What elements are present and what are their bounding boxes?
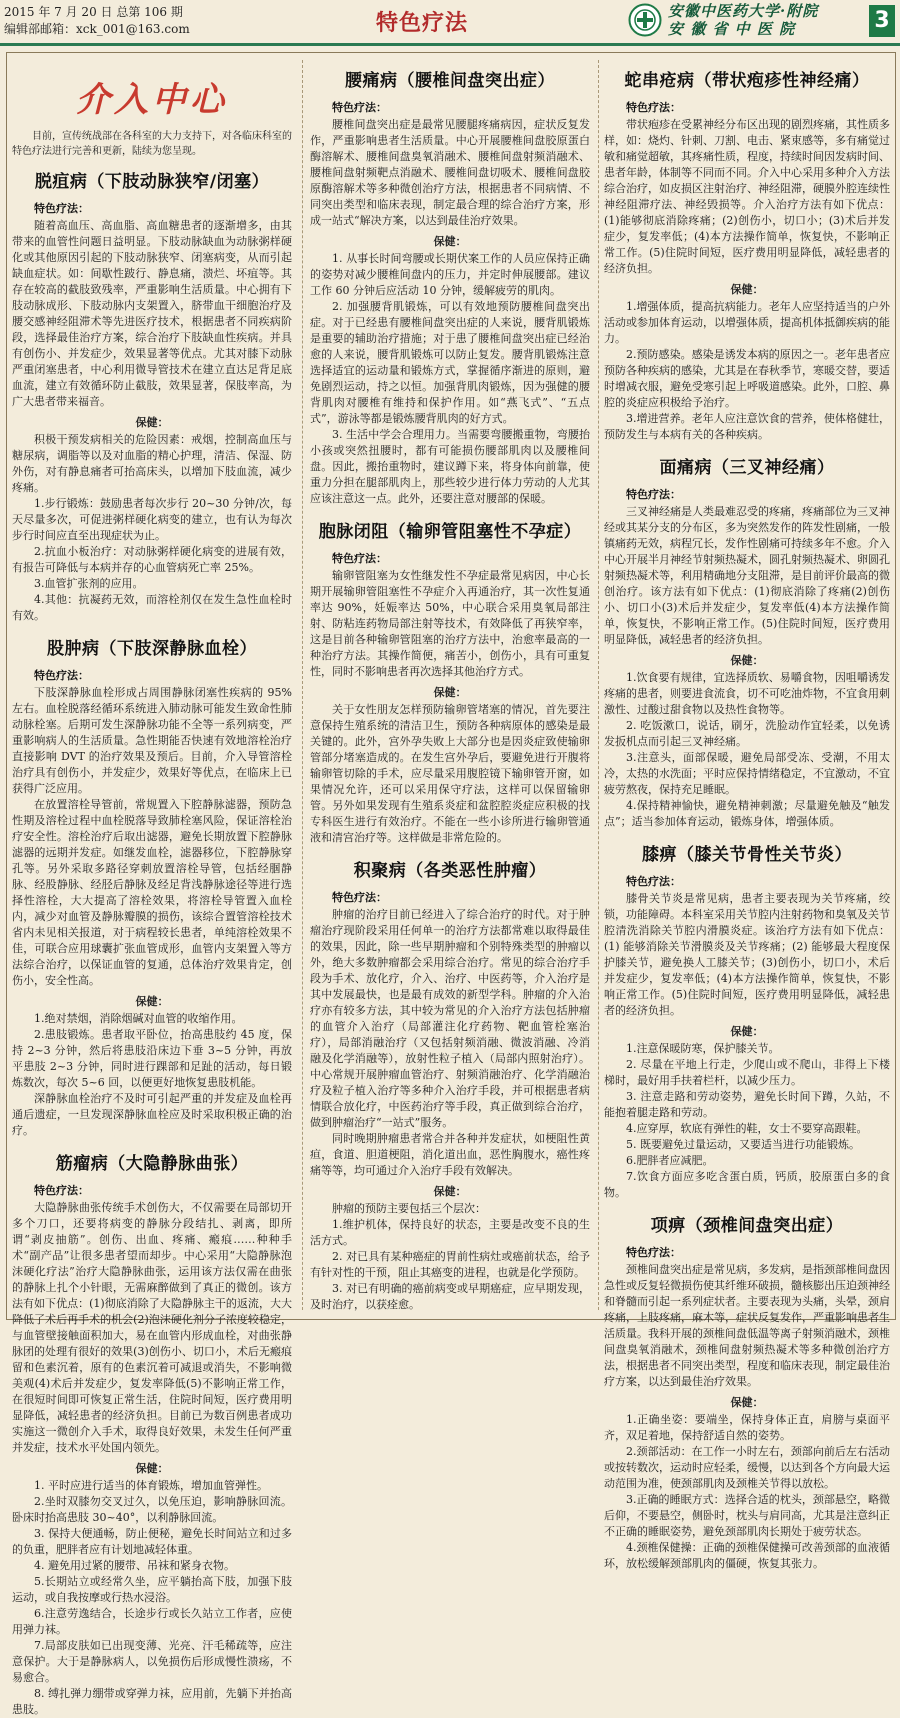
issue-info xyxy=(4,4,190,38)
care-item: 5.长期站立或经常久坐，应平躺抬高下肢，加强下肢运动，或自我按摩或行热水浸浴。 xyxy=(12,1575,292,1604)
therapy-label: 特色疗法： xyxy=(34,1184,89,1197)
column-right-articles xyxy=(604,66,890,1572)
article-title: 胞脉闭阻（输卵管阻塞性不孕症） xyxy=(318,522,582,542)
care-item: 3. 对已有明确的癌前病变或早期癌症，应早期发现，及时治疗，以获痊愈。 xyxy=(310,1282,590,1311)
page-number: 3 xyxy=(869,5,895,37)
article-paragraph: 三叉神经痛是人类最难忍受的疼痛，疼痛部位为三叉神经或其某分支的分布区，多为突然发作的阵发性剧痛，一般镇痛药无效，病程冗长，发作性剧痛可持续多年不愈。介入中心开展半月神经节射频热凝术，圆孔射频热凝术、卵圆孔射频热凝术等，利用精确地分支阻滞，是目前评价最高的微创治疗。该方法有如下优点：(1)彻底消除了疼痛(2)创伤小、切口小(3)术后并发症少，复发率低(4)本方法操作简单，恢复快，不影响正常工作。(5)住院时间短，医疗费用明显降低，减轻患者的经济负担。 xyxy=(604,505,890,646)
care-item: 5. 既要避免过量运动，又要适当进行功能锻炼。 xyxy=(626,1138,860,1151)
header-rule xyxy=(0,43,900,46)
care-item: 1.步行锻炼：鼓励患者每次步行 20~30 分钟/次，每天尽量多次，可促进粥样硬化病变的建立，也有认为每次步行时间应直至出现症状为止。 xyxy=(12,497,292,542)
care-item: 3. 注意走路和劳动姿势，避免长时间下蹲，久站，不能抱着腿走路和劳动。 xyxy=(604,1090,890,1119)
care-item: 7.局部皮肤如已出现变薄、光亮、汗毛稀疏等，应注意保护。大于是静脉病人，以免损伤后形成慢性溃疡，不易愈合。 xyxy=(12,1639,292,1684)
article xyxy=(12,1149,292,1718)
hospital-logo-icon xyxy=(628,3,662,37)
article-title: 腰痛病（腰椎间盘突出症） xyxy=(345,71,555,91)
article-title: 积聚病（各类恶性肿瘤） xyxy=(353,861,547,881)
article xyxy=(310,856,590,1313)
care-item: 4. 避免用过紧的腰带、吊袜和紧身衣物。 xyxy=(34,1559,235,1572)
care-item: 3.正确的睡眠方式：选择合适的枕头，颈部悬空，略微后仰，不要悬空，侧卧时，枕头与肩同高，尤其是注意纠正不正确的睡眠姿势，避免颈部肌肉长期处于疲劳状态。 xyxy=(604,1493,890,1538)
care-item: 深静脉血栓治疗不及时可引起严重的并发症及血栓再通后遗症，一旦发现深静脉血栓应及时采取积极正确的治疗。 xyxy=(12,1092,292,1137)
article-title: 筋瘤病（大隐静脉曲张） xyxy=(55,1154,249,1174)
institution-line1: 安徽中医药大学·附院 xyxy=(668,2,819,20)
care-item: 3.增进营养。老年人应注意饮食的营养，使体格健壮，预防发生与本病有关的各种疾病。 xyxy=(604,412,890,441)
article-paragraph: 肿瘤的治疗目前已经进入了综合治疗的时代。对于肿瘤治疗现阶段采用任何单一的治疗方法都常难以取得最佳的效果，因此，除一些早期肿瘤和个别特殊类型的肿瘤以外，绝大多数肿瘤都会采用综合治疗。常见的综合治疗手段为手术、放化疗，介入、治疗、中医药等，介入治疗是其中发展最快，也是最有成效的新型学科。肿瘤的介入治疗亦有较多方法，其中较为常见的介入治疗方法包括肿瘤的血管介入治疗（局部灌注化疗药物、靶血管栓塞治疗），局部消融治疗（又包括射频消融、微波消融、冷消融及化学消融等），放射性粒子植入（局部内照射治疗）。中心常规开展肿瘤血管治疗、射频消融治疗、化学消融治疗及粒子植入治疗等多种介入治疗手段，并可根据患者病情联合放化疗，中医药治疗等手段，真正做到综合治疗，做到肿瘤治疗“一站式”服务。 xyxy=(310,908,590,1129)
therapy-label: 特色疗法： xyxy=(626,488,681,501)
care-label: 保健： xyxy=(135,995,169,1008)
article-paragraph: 同时晚期肿瘤患者常合并各种并发症状，如梗阻性黄疸，食道、胆道梗阻，消化道出血，恶性胸腹水，癌性疼痛等等，均可通过介入治疗手段有效解决。 xyxy=(310,1132,590,1177)
article-paragraph: 在放置溶栓导管前，常规置入下腔静脉滤器，预防急性期及溶栓过程中血栓脱落导致肺栓塞风险，保证溶栓治疗安全性。溶栓治疗后取出滤器，避免长期放置下腔静脉滤器的远期并发症。如继发血栓，滤器移位，下腔静脉穿孔等。另外采取多路径穿刺放置溶栓导管，包括经腘静脉、经股静脉、经胫后静脉及经足背浅静脉途径等进行选择性溶栓，大大提高了溶栓效果，将溶栓导管置入血栓内，减少对血管及静脉瓣膜的损伤，该综合置管溶栓技术省内未见相关报道，对于病程较长患者，单纯溶栓效果不佳，可联合应用球囊扩张血管成形，血管内支架置入等方法综合治疗，以保证血管的复通，总体治疗效果肯定，创伤小，安全性高。 xyxy=(12,798,292,987)
article xyxy=(12,634,292,1139)
care-item: 2. 尽量在平地上行走，少爬山或不爬山，非得上下楼梯时，最好用手扶着栏杆，以减少压力。 xyxy=(604,1058,890,1087)
article-title: 脱疽病（下肢动脉狭窄/闭塞） xyxy=(34,172,270,192)
care-item: 2.预防感染。感染是诱发本病的原因之一。老年患者应预防各种疾病的感染，尤其是在春秋季节，寒暖交替，要适时增减衣服，避免受寒引起上呼吸道感染。此外，口腔、鼻腔的炎症应积极给予治疗。 xyxy=(604,348,890,409)
care-item: 1.增强体质，提高抗病能力。老年人应坚持适当的户外活动或参加体育运动，以增强体质，提高机体抵御疾病的能力。 xyxy=(604,300,890,345)
care-item: 1.注意保暖防寒，保护膝关节。 xyxy=(626,1042,780,1055)
column-left-articles xyxy=(12,167,292,1718)
column-right xyxy=(604,58,890,1570)
column-divider xyxy=(302,60,303,1310)
column-middle xyxy=(310,58,590,1313)
care-item: 2. 对已具有某种癌症的胃前性病灶或癌前状态，给予有针对性的干预，阻止其癌变的进程，也就是化学预防。 xyxy=(310,1250,590,1279)
article-title: 股肿病（下肢深静脉血栓） xyxy=(47,639,257,659)
therapy-label: 特色疗法： xyxy=(34,202,89,215)
article-paragraph: 腰椎间盘突出症是最常见腰腿疼痛病因，症状反复发作，严重影响患者生活质量。中心开展腰椎间盘胶原蛋白酶溶解术、腰椎间盘臭氧消融术、腰椎间盘射频消融术、腰椎间盘射频靶点消融术、腰椎间盘切吸术、腰椎间盘胶原酶溶解术等多种微创治疗方法，根据患者不同病情、不同突出类型和临床表现，制定最合理的综合治疗方案，形成一站式“解决方案，以达到最佳治疗效果。 xyxy=(310,118,590,227)
care-item: 2.抗血小板治疗：对动脉粥样硬化病变的进展有效，有报告可降低与本病并存的心血管病死亡率 25%。 xyxy=(12,545,292,574)
care-item: 4.保持精神愉快，避免精神刺激；尽量避免触及“触发点”；适当参加体育运动，锻炼身体，增强体质。 xyxy=(604,799,890,828)
care-item: 1. 平时应进行适当的体育锻炼，增加血管弹性。 xyxy=(34,1479,268,1492)
article-title: 面痛病（三叉神经痛） xyxy=(659,458,835,478)
care-label: 保健： xyxy=(730,654,764,667)
article xyxy=(12,167,292,624)
column-left xyxy=(12,58,292,1716)
care-label: 保健： xyxy=(730,1396,764,1409)
page-header xyxy=(0,0,900,44)
therapy-label: 特色疗法： xyxy=(332,891,387,904)
article-paragraph: 随着高血压、高血脂、高血糖患者的逐渐增多，由其带来的血管性问题日益明显。下肢动脉缺血为动脉粥样硬化或其他原因引起的下肢动脉狭窄、闭塞病变，从而引起缺血症状。如：间歇性跛行、静息痛，溃烂、坏疽等。其存在较高的截肢致残率，严重影响生活质量。中心拥有下肢动脉成形、下肢动脉内支架置入，脐带血干细胞治疗及腰交感神经阻滞术等先进医疗技术，根据患者不同疾病阶段，选择最佳治疗方案，综合治疗下肢缺血性疾病。并具有创伤小、并发症少，效果显著等优点。尤其对膝下动脉严重闭塞患者，中心利用微导管技术在建立直达足背足底血流，建立有效循环防止截肢，效果显著，保肢率高，为广大患者带来福音。 xyxy=(12,219,292,408)
care-item: 2. 吃饭漱口，说话，刷牙，洗脸动作宜轻柔，以免诱发扳机点而引起三叉神经痛。 xyxy=(604,719,890,748)
article-paragraph: 带状疱疹在受累神经分布区出现的剧烈疼痛，其性质多样，如：烧灼、针刺、刀割、电击、紧束感等，多有痛觉过敏和痛觉超敏，其疼痛性质，程度，持续时间因发病时间、患者年龄，体制等不同而不同。介入中心采用多种介入方法综合治疗，如皮损区注射治疗、神经阻滞，硬膜外腔连续性神经阻滞疗法、神经毁损等。介入治疗方法有如下优点：(1)能够彻底消除疼痛；(2)创伤小，切口小；(3)术后并发症少，复发率低；(4)本方法操作简单，恢复快，不影响正常工作。(5)住院时间短，医疗费用明显降低，减轻患者的经济负担。 xyxy=(604,118,890,275)
care-item: 3.血管扩张剂的应用。 xyxy=(34,577,144,590)
article-paragraph: 下肢深静脉血栓形成占周围静脉闭塞性疾病的 95%左右。血栓脱落经循环系统进入肺动脉可能发生致命性肺动脉栓塞。后期可发生深静脉功能不全等一系列病变，严重影响病人的生活质量。急性期能否快速有效地溶栓治疗直接影响 DVT 的治疗效果及预后。目前，介入导管溶栓治疗具有创伤小，并发症少，效果好等优点，在临床上已获得广泛应用。 xyxy=(12,686,292,795)
care-label: 保健： xyxy=(730,283,764,296)
care-item: 1. 从事长时间弯腰或长期伏案工作的人员应保持正确的姿势对减少腰椎间盘内的压力，并定时伸展腰部。建议工作 60 分钟后应活动 10 分钟，缓解疲劳的肌肉。 xyxy=(310,252,590,297)
care-item: 7.饮食方面应多吃含蛋白质，钙质，胶原蛋白多的食物。 xyxy=(604,1170,890,1199)
intro-box xyxy=(12,72,292,159)
therapy-label: 特色疗法： xyxy=(332,101,387,114)
article xyxy=(604,1211,890,1572)
care-label: 保健： xyxy=(433,1185,467,1198)
article xyxy=(604,66,890,443)
article-title: 膝痹（膝关节骨性关节炎） xyxy=(642,845,852,865)
care-item: 6.注意劳逸结合，长途步行或长久站立工作者，应使用弹力袜。 xyxy=(12,1607,292,1636)
care-label: 保健： xyxy=(135,1462,169,1475)
column-middle-articles xyxy=(310,66,590,1313)
article-paragraph: 膝骨关节炎是常见病，患者主要表现为关节疼痛，绞锁，功能障碍。本科室采用关节腔内注射药物和臭氧及关节腔清洗消除关节腔内滑膜炎症。该治疗方法有如下优点：(1) 能够消除关节滑膜炎及关节疼痛；(2) 能够最大程度保护膝关节，避免换人工膝关节；(3)创伤小，切口小，术后并发症少，复发率低；(4)本方法操作简单，恢复快，不影响正常工作。(5)住院时间短，医疗费用明显降低，减轻患者的经济负担。 xyxy=(604,892,890,1017)
care-label: 保健： xyxy=(135,416,169,429)
therapy-label: 特色疗法： xyxy=(34,669,89,682)
care-label: 保健： xyxy=(433,686,467,699)
care-item: 1.饮食要有规律，宜选择质软、易嚼食物，因咀嚼诱发疼痛的患者，则要进食流食，切不可吃油炸物，不宜食用刺激性、过酸过甜食物以及热性食物等。 xyxy=(604,671,890,716)
care-item: 4.颈椎保健操：正确的颈椎保健操可改善颈部的血液循环，放松缓解颈部肌肉的僵硬，恢复其张力。 xyxy=(604,1541,890,1570)
issue-date: 2015 年 7 月 20 日 总第 106 期 xyxy=(4,5,183,19)
care-item: 3.注意头，面部保暖，避免局部受冻、受潮，不用太冷，太热的水洗面；平时应保持情绪稳定，不宜激动，不宜疲劳熬夜，保持充足睡眠。 xyxy=(604,751,890,796)
therapy-label: 特色疗法： xyxy=(626,101,681,114)
therapy-label: 特色疗法： xyxy=(626,875,681,888)
care-item: 肿瘤的预防主要包括三个层次： xyxy=(332,1202,486,1215)
therapy-label: 特色疗法： xyxy=(626,1246,681,1259)
care-item: 6.肥胖者应减肥。 xyxy=(626,1154,714,1167)
intro-text: 目前，宣传统战部在各科室的大力支持下，对各临床科室的特色疗法进行完善和更新，陆续为您呈现。 xyxy=(12,131,292,157)
care-label: 保健： xyxy=(433,235,467,248)
institution-line2: 安 徽 省 中 医 院 xyxy=(668,20,796,38)
care-item: 8. 缚扎弹力绷带或穿弹力袜，应用前，先躺下并抬高患肢。 xyxy=(12,1687,292,1716)
article-title: 蛇串疮病（带状疱疹性神经痛） xyxy=(624,71,870,91)
institution-name xyxy=(668,2,818,38)
care-item: 2. 加强腰背肌锻炼，可以有效地预防腰椎间盘突出症。对于已经患有腰椎间盘突出症的人来说，腰背肌锻炼是重要的辅助治疗措施；对于患了腰椎间盘突出症已经治愈的人来说，腰背肌锻炼可以防止复发。腰背肌锻炼注意选择适宜的运动量和锻炼方式，掌握循序渐进的原则，避免剧烈运动，持之以恒。加强背肌肉锻炼，因为强健的腰背肌肉对腰椎有维持和保护作用。如“燕飞式”、“五点式”，游泳等都是锻炼腰背肌肉的好方式。 xyxy=(310,300,590,425)
therapy-label: 特色疗法： xyxy=(332,552,387,565)
care-item: 4.其他：抗凝药无效，而溶栓剂仅在发生急性血栓时有效。 xyxy=(12,593,292,622)
article xyxy=(604,453,890,830)
article xyxy=(310,66,590,507)
care-item: 1.维护机体，保持良好的状态，主要是改变不良的生活方式。 xyxy=(310,1218,590,1247)
section-title: 特色疗法 xyxy=(376,10,469,36)
intro-heading: 介入中心 xyxy=(76,80,228,120)
care-item: 3. 保持大便通畅，防止便秘，避免长时间站立和过多的负重，肥胖者应有计划地减轻体重。 xyxy=(12,1527,292,1556)
article-title: 项痹（颈椎间盘突出症） xyxy=(650,1216,844,1236)
article xyxy=(604,840,890,1201)
article-paragraph: 颈椎间盘突出症是常见病，多发病，是指颈部椎间盘因急性或反复轻微损伤使其纤维环破损，髓核膨出压迫颈神经和脊髓而引起一系列症状者。主要表现为头痛，头晕，颈肩疼痛，上肢疼痛，麻木等，症状反复发作，严重影响患者生活质量。我科开展的颈椎间盘低温等离子射频消融术，颈椎间盘臭氧消融术，颈椎间盘射频热凝术等多种微创治疗方法，根据患者不同突出类型，程度和临床表现，制定最佳治疗方案，以达到最佳治疗效果。 xyxy=(604,1263,890,1388)
care-item: 2.坐时双膝勿交叉过久，以免压迫，影响静脉回流。卧床时抬高患肢 30~40°，以利静脉回流。 xyxy=(12,1495,292,1524)
care-item: 1.绝对禁烟，消除烟碱对血管的收缩作用。 xyxy=(34,1012,243,1025)
care-item: 关于女性朋友怎样预防输卵管堵塞的情况，首先要注意保持生殖系统的清洁卫生，预防各种病原体的感染是最关键的。此外，宫外孕失败上大部分也是因炎症致使输卵管部分堵塞造成的。在发生宫外孕后，要避免进行开腹将输卵管切除的手术，应尽量采用腹腔镜下输卵管开窗，如果情况允许，还可以采用保守疗法，这样可以保留输卵管。另外如果发现有生殖系炎症和盆腔腔炎症应积极的找专科医生进行有效治疗。不能在一些小诊所进行输卵管通液和清宫治疗等。这样做是非常危险的。 xyxy=(310,703,590,844)
care-label: 保健： xyxy=(730,1025,764,1038)
article xyxy=(310,517,590,846)
care-item: 2.患肢锻炼。患者取平卧位，抬高患肢约 45 度，保持 2~3 分钟，然后将患肢沿床边下垂 3~5 分钟，再放平患肢 2~3 分钟，同时进行踝部和足趾的活动，每日锻炼数次，每次 5~6 回，以便更好地恢复患肢机能。 xyxy=(12,1028,292,1089)
care-item: 积极干预发病相关的危险因素：戒烟，控制高血压与糖尿病，调脂等以及对血脂的精心护理，清洁、保湿、防外伤，对有静息痛者可抬高床头，以增加下肢血流，减少疼痛。 xyxy=(12,433,292,494)
care-item: 1.正确坐姿：要端坐，保持身体正直，肩膀与桌面平齐，双足着地，保持舒适自然的姿势。 xyxy=(604,1413,890,1442)
editorial-email: 编辑部邮箱：xck_001@163.com xyxy=(4,22,190,36)
care-item: 4.应穿厚，软底有弹性的鞋，女士不要穿高跟鞋。 xyxy=(626,1122,868,1135)
article-paragraph: 大隐静脉曲张传统手术创伤大，不仅需要在局部切开多个刀口，还要将病变的静脉分段结扎、剥离，即所谓“剥皮抽筋”。创伤、出血、疼痛、瘢痕……种种手术“副产品”让很多患者望而却步。中心采用“大隐静脉泡沫硬化疗法”治疗大隐静脉曲张，运用该方法仅需在曲张的静脉上扎个小针眼，无需麻醉做到了真正的微创。该方法有如下优点：(1)彻底消除了大隐静脉主干的返流，大大降低了术后再手术的机会(2)泡沫硬化剂分子浓度较稳定，与血管壁接触面积加大，易在血管内形成血栓，对曲张静脉团的处理有很好的效果(3)创伤小、切口小，术后无瘢痕留和色素沉着，原有的色素沉着可减退或消失，不影响微美观(4)术后并发症少，复发率降低(5)不影响正常工作，在很短时间即可恢复正常生活，住院时间短，医疗费用明显降低，减轻患者的经济负担。目前已为数百例患者成功实施这一微创介入手术，取得良好效果，未发生任何严重并发症，技术水平处国内领先。 xyxy=(12,1201,292,1454)
care-item: 3. 生活中学会合理用力。当需要弯腰搬重物，弯腰抬小孩或突然扭腰时，都有可能损伤腰部肌肉以及腰椎间盘。因此，搬抬重物时，建议蹲下来，将身体向前靠，使重力分担在腿部肌肉上，那些较少进行体力劳动的人尤其应该注意这一点。此外，还要注意对腰部的保暖。 xyxy=(310,428,590,505)
article-paragraph: 输卵管阻塞为女性继发性不孕症最常见病因，中心长期开展输卵管阻塞性不孕症介入再通治疗，其一次性复通率达 90%，妊娠率达 50%，中心联合采用臭氧局部注射、防粘连药物局部注射等技术，有效降低了再狭窄率，这是目前各种输卵管阻塞的治疗方法中，治愈率最高的一种治疗方法。其操作简便，痛苦小，创伤小，具有可重复性，同时不影响患者再次选择其他治疗方式。 xyxy=(310,569,590,678)
column-divider xyxy=(598,60,599,1310)
care-item: 2.颈部活动：在工作一小时左右，颈部向前后左右活动或按转数次，运动时应轻柔，缓慢，以达到各个方向最大运动范围为准，使颈部肌肉及颈椎关节得以放松。 xyxy=(604,1445,890,1490)
